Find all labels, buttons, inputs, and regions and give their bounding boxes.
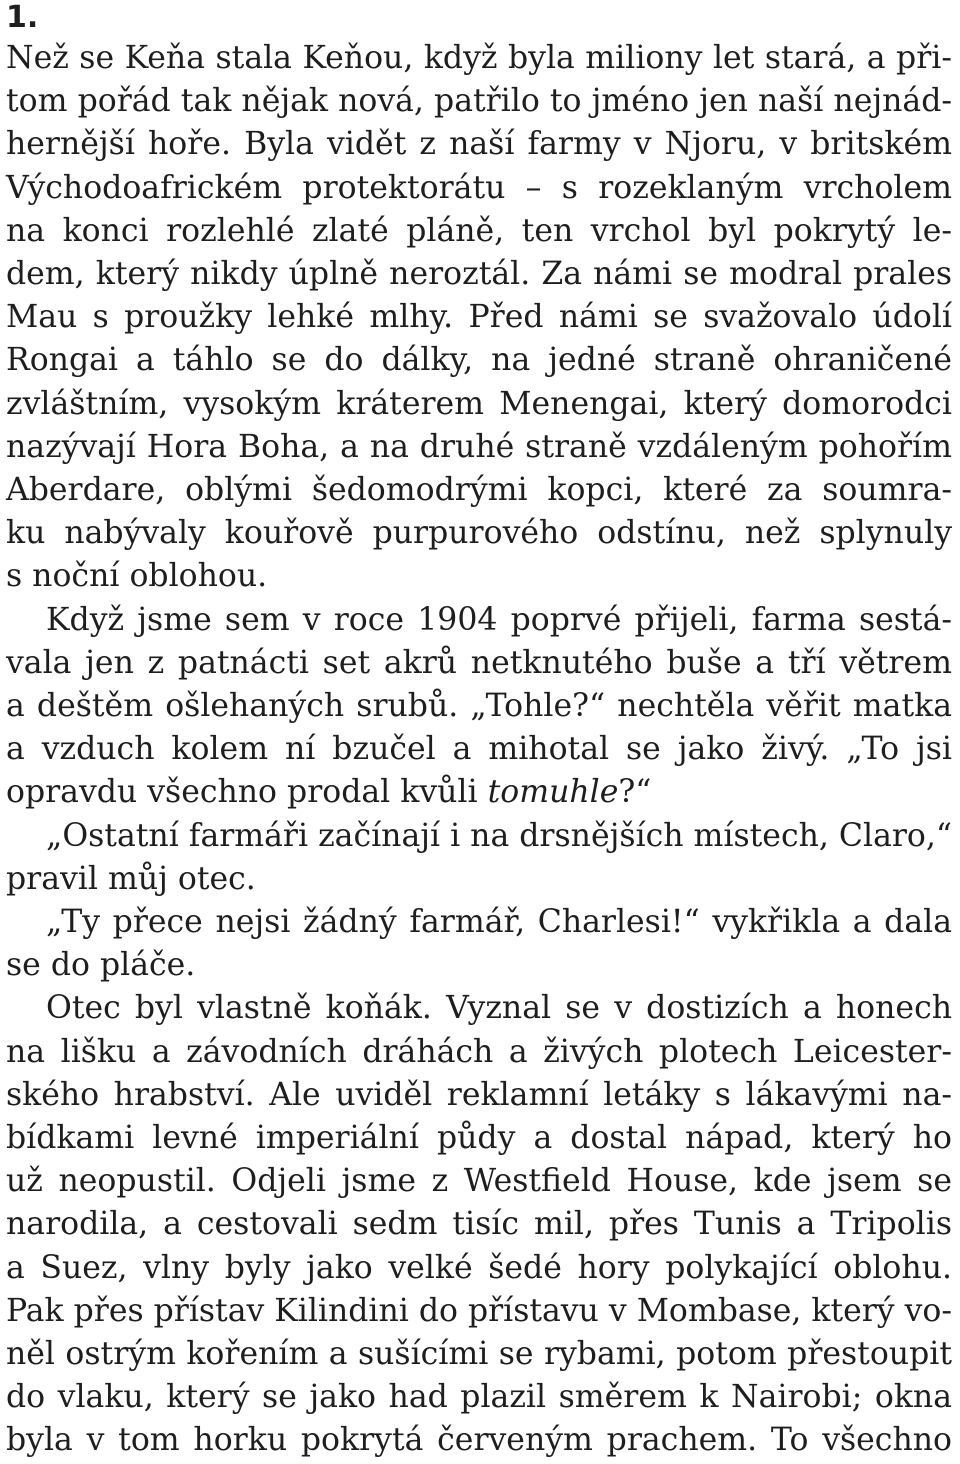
chapter-number: 1. <box>6 0 39 35</box>
text-line <box>6 1117 952 1160</box>
line-text: tom pořád tak nějak nová, patřilo to jméno jen naší nejnád- <box>6 83 952 120</box>
line-text: s noční oblohou. <box>6 558 268 595</box>
text-line <box>6 1247 952 1290</box>
text-line <box>6 123 952 166</box>
text-line <box>6 383 952 426</box>
text-line <box>6 253 952 296</box>
text-line <box>46 815 952 858</box>
line-text: opravdu všechno prodal kvůli <box>6 774 488 811</box>
text-line <box>46 987 952 1030</box>
text-line <box>6 167 952 210</box>
line-text: do vlaku, který se jako had plazil směrem k Nairobi; okna <box>6 1379 952 1416</box>
line-text: bídkami levné imperiální půdy a dostal nápad, který ho <box>6 1120 952 1156</box>
line-text: zvláštním, vysokým kráterem Menengai, který domorodci <box>6 385 952 422</box>
text-line <box>6 512 952 555</box>
text-line <box>6 1203 952 1246</box>
text-line <box>6 642 952 685</box>
text-line <box>6 426 952 469</box>
text-line <box>6 771 952 814</box>
line-text: „Ty přece nejsi žádný farmář, Charlesi!“ vykřikla a dala <box>46 904 952 940</box>
emphasis-text: tomuhle <box>487 774 619 811</box>
text-line <box>6 80 952 123</box>
line-text: dem, který nikdy úplně neroztál. Za námi se modral prales <box>6 256 952 292</box>
line-text: vala jen z patnácti set akrů netknutého buše a tří větrem <box>6 644 952 681</box>
line-text: Aberdare, oblými šedomodrými kopci, které za soumra- <box>6 472 952 508</box>
text-line <box>6 210 952 253</box>
line-text: „Ostatní farmáři začínají i na drsnějších místech, Claro,“ <box>46 817 952 854</box>
line-text: ského hrabství. Ale uviděl reklamní letáky s lákavými na- <box>6 1076 952 1113</box>
text-line <box>6 858 952 901</box>
line-text: Otec byl vlastně koňák. Vyznal se v dostizích a honech <box>46 990 952 1027</box>
text-line <box>6 1031 952 1074</box>
text-line <box>6 296 952 339</box>
text-line <box>6 1376 952 1419</box>
line-text: na konci rozlehlé zlaté pláně, ten vrchol byl pokrytý le- <box>6 212 952 249</box>
line-text: Když jsme sem v roce 1904 poprvé přijeli, farma sestá- <box>46 601 952 638</box>
line-text: a Suez, vlny byly jako velké šedé hory polykající oblohu. <box>6 1249 952 1286</box>
line-text: hernější hoře. Byla vidět z naší farmy v Njoru, v britském <box>6 126 952 163</box>
line-text: a deštěm ošlehaných srubů. „Tohle?“ nechtěla věřit matka <box>6 688 952 724</box>
text-line <box>6 1419 952 1462</box>
text-line <box>6 1290 952 1333</box>
text-line <box>6 37 952 80</box>
text-line <box>6 1160 952 1203</box>
line-text: Rongai a táhlo se do dálky, na jedné straně ohraničené <box>6 342 952 379</box>
line-text: a vzduch kolem ní bzučel a mihotal se jako živý. „To jsi <box>6 731 952 768</box>
text-line <box>6 1074 952 1117</box>
line-text: Mau s proužky lehké mlhy. Před námi se svažovalo údolí <box>6 299 952 336</box>
text-line <box>6 1333 952 1376</box>
line-text: Než se Keňa stala Keňou, když byla miliony let stará, a při- <box>6 40 952 76</box>
line-text: Východoafrickém protektorátu – s rozeklaným vrcholem <box>6 169 952 206</box>
line-text: něl ostrým kořením a sušícími se rybami, potom přestoupit <box>6 1336 952 1372</box>
text-line <box>6 555 952 598</box>
line-text: pravil můj otec. <box>6 860 256 897</box>
line-text: nazývají Hora Boha, a na druhé straně vzdáleným pohořím <box>6 428 952 465</box>
text-line <box>46 901 952 944</box>
text-line <box>6 469 952 512</box>
line-text: ku nabývaly kouřově purpurového odstínu, než splynuly <box>6 515 952 552</box>
line-text: na lišku a závodních dráhách a živých plotech Leicester- <box>6 1033 952 1070</box>
line-text: byla v tom horku pokrytá červeným prachem. To všechno <box>6 1422 952 1459</box>
text-line <box>6 685 952 728</box>
text-line <box>46 599 952 642</box>
line-text: Pak přes přístav Kilindini do přístavu v Mombase, který vo- <box>6 1292 952 1329</box>
line-text: narodila, a cestovali sedm tisíc mil, přes Tunis a Tripolis <box>6 1206 952 1243</box>
line-text: už neopustil. Odjeli jsme z Westfield House, kde jsem se <box>6 1163 952 1200</box>
line-text: ?“ <box>618 774 652 811</box>
line-text: se do pláče. <box>6 947 196 984</box>
text-line <box>6 944 952 987</box>
text-line <box>6 728 952 771</box>
text-line <box>6 339 952 382</box>
